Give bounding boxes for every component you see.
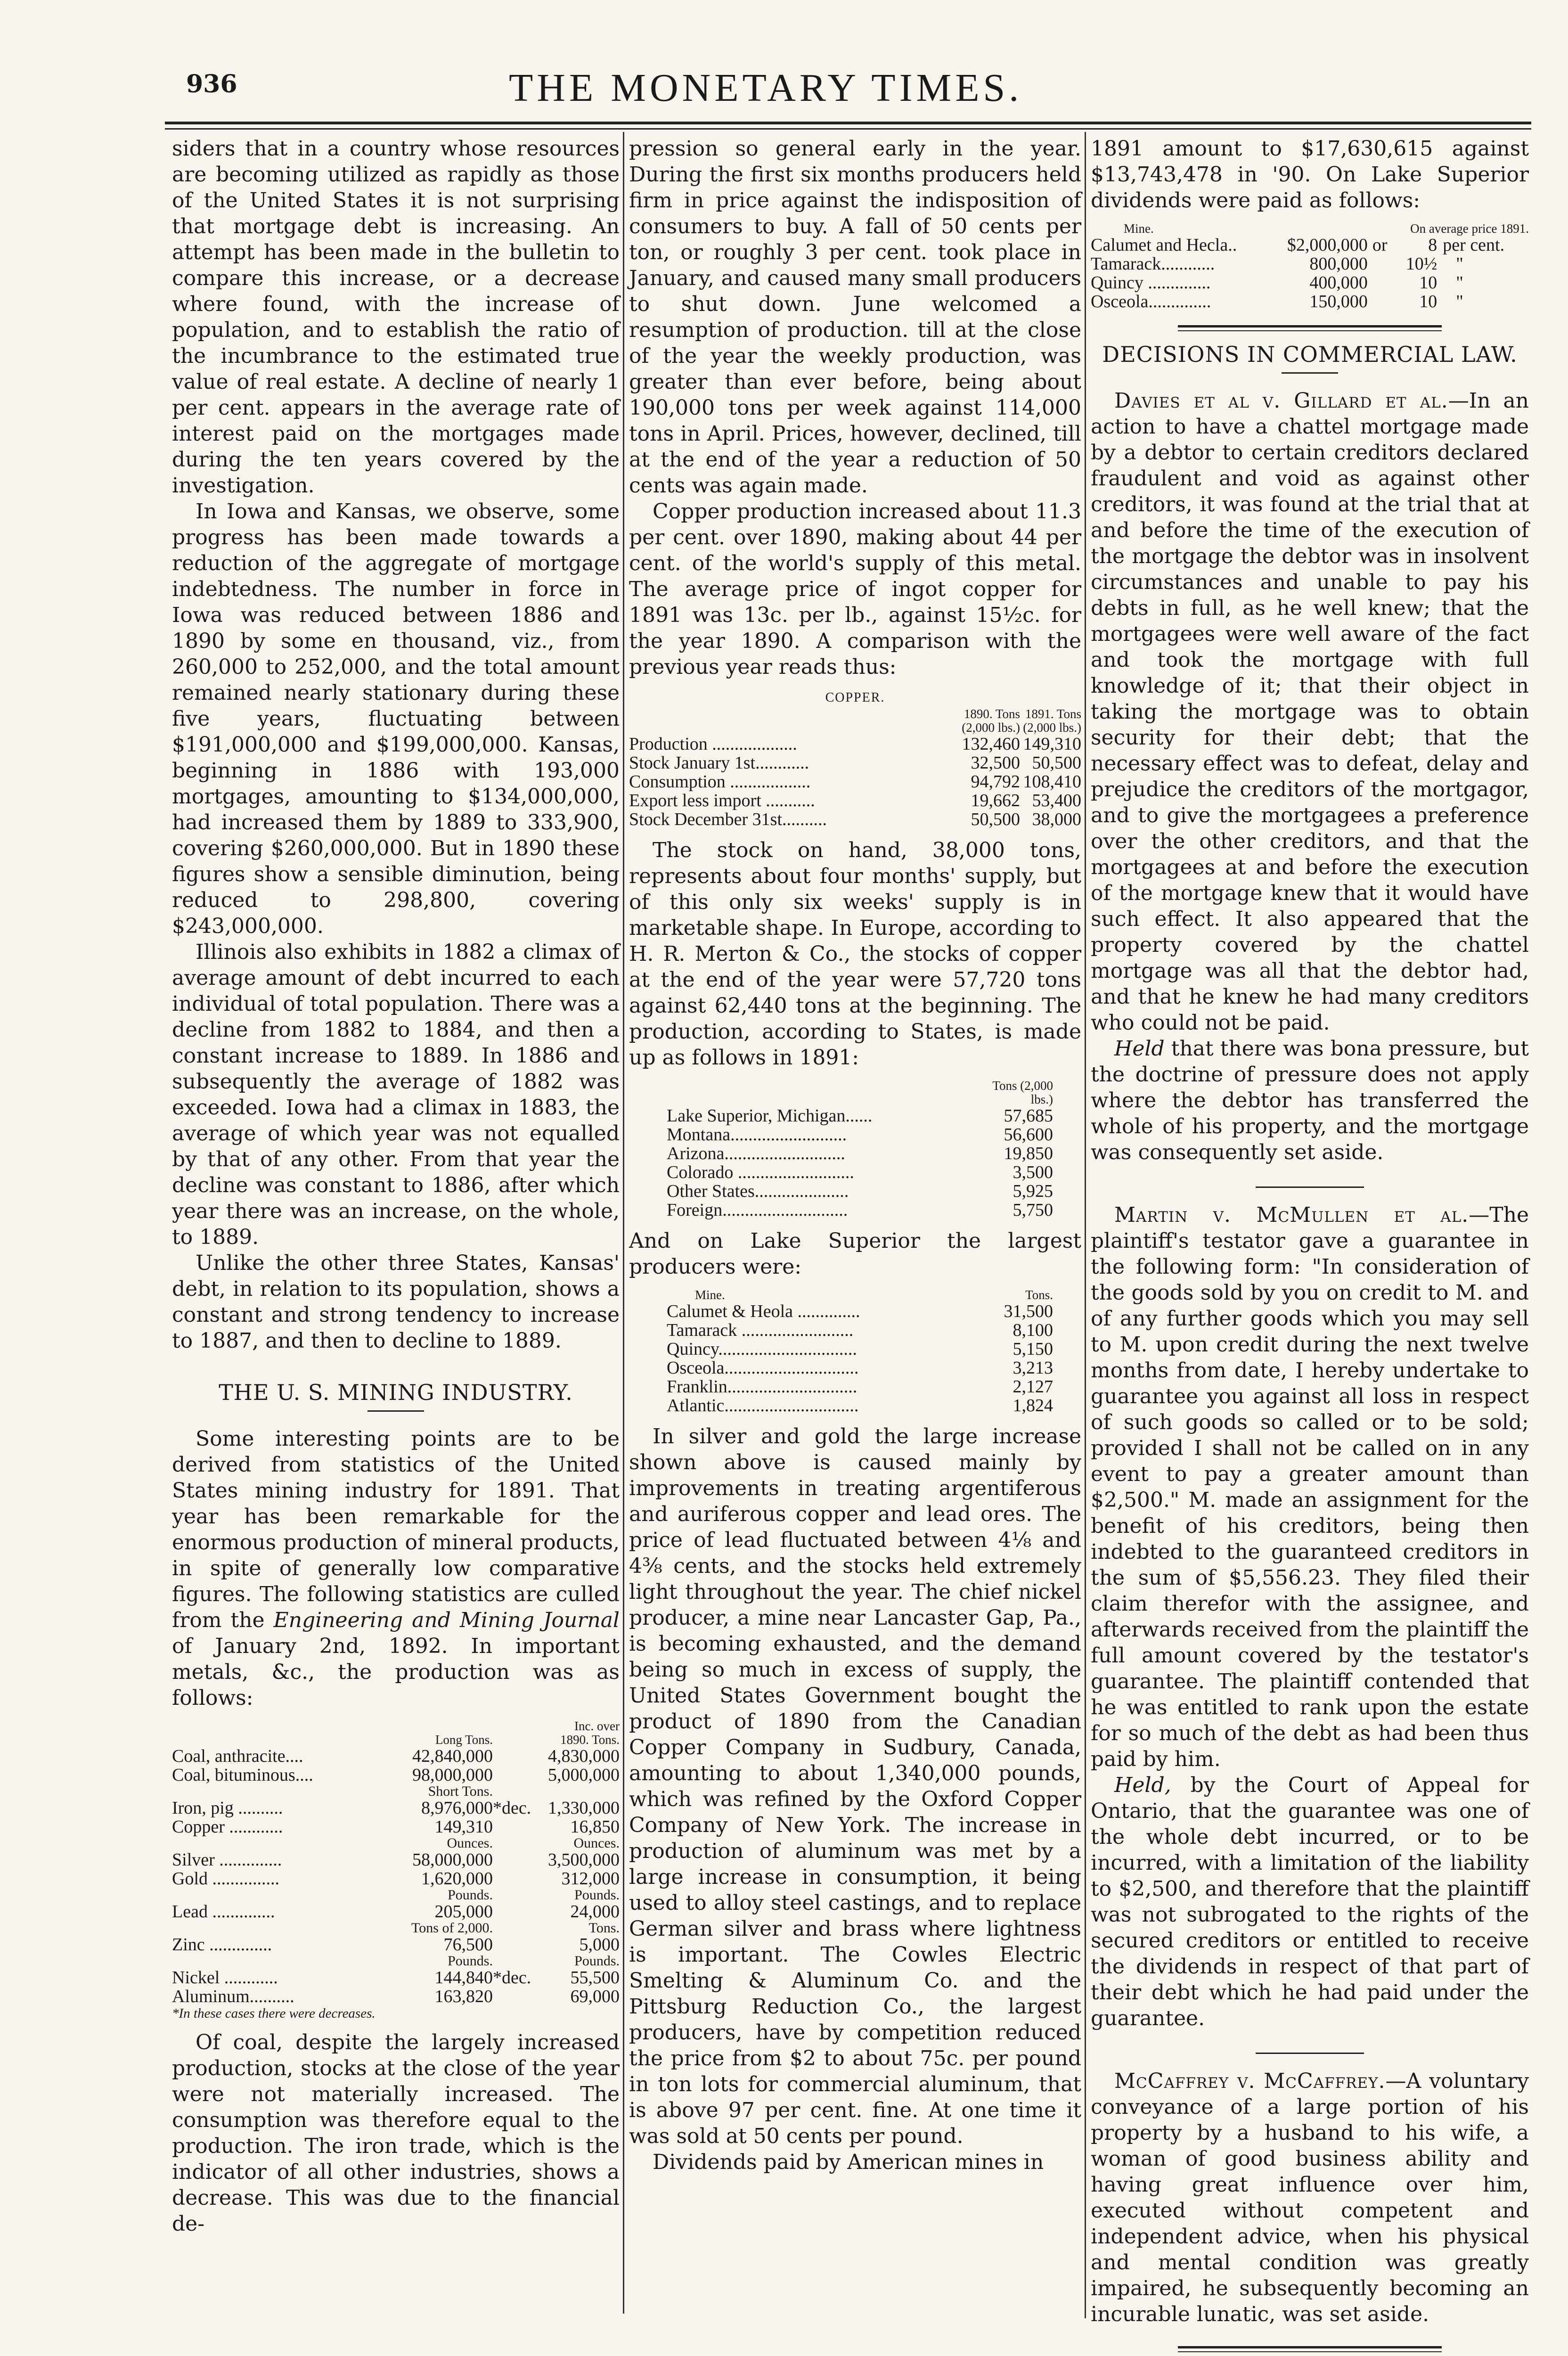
table-row bbox=[629, 791, 1081, 810]
cell-mark bbox=[493, 1935, 548, 1954]
cell-mark: or bbox=[1372, 235, 1388, 255]
text-run: —In an action to have a chattel mortgage made by a debtor to certain creditors declared fraudulent and void as against other creditors, it was found at the trial that at and before the time of the execution of the mortgage the debtor was in insolvent circumstances and unable to pay his debts in full, as he well knew; that the mortgagees were well aware of the fact and took the mortgage with full knowledge of it; that their object in taking the mortgage was to obtain security for their debt; that the necessary effect was to defeat, delay and prejudice the creditors of the mortgagor, and to give the mortgagees a preference over the other creditors, and that the mortgagees at and before the execution of the mortgage knew that it would have such effect. It also appeared that the property covered by the chattel mortgage was all that the debtor had, and that he knew he had many creditors who could not be paid. bbox=[1091, 389, 1529, 1035]
cell-value: 55,500 bbox=[570, 1968, 620, 1988]
paragraph bbox=[1091, 1772, 1529, 2031]
column-header: Long Tons. bbox=[435, 1733, 493, 1747]
table-row bbox=[667, 1182, 1053, 1201]
table-row bbox=[172, 1869, 620, 1888]
cell-value: 3,500,000 bbox=[548, 1850, 620, 1870]
row-label: Osceola.............................. bbox=[667, 1358, 859, 1378]
cell-value: 163,820 bbox=[434, 1987, 493, 2006]
unit-label: Pounds. bbox=[574, 1887, 620, 1903]
paragraph: Illinois also exhibits in 1882 a climax of average amount of debt incurred to each individual of total population. There was a decline from 1882 to 1884, and then a constant increase to 1889. In 1886 and subsequently the average of 1882 was exceeded. Iowa had a climax in 1883, the average of which year was not equalled by that of any other. From that year the decline was constant to 1886, after which year there was an increase, on the whole, to 1889. bbox=[172, 940, 620, 1249]
cell-value: 56,600 bbox=[1004, 1125, 1053, 1145]
cell-mark bbox=[1368, 273, 1395, 292]
cell-value: 8,976,000 bbox=[421, 1798, 493, 1818]
cell-value: 58,000,000 bbox=[412, 1850, 493, 1870]
column-header: Tons (2,000 lbs.) bbox=[992, 1079, 1053, 1106]
case-title: Davies et al v. Gillard et al. bbox=[1114, 389, 1448, 413]
text-run: —A voluntary conveyance of a large portion of his property by a husband to his wife, a woman of good business ability and having great influence over him, executed without competent and independent advice, when his physical and mental condition was greatly impaired, he subsequently becoming an incurable lunatic, was set aside. bbox=[1091, 2069, 1529, 2326]
row-label: Quincy .............. bbox=[1091, 273, 1211, 293]
text-run: by the Court of Appeal for Ontario, that the guarantee was one of the whole debt incurred, or to be incurred, with a limitation of the liability to $2,500, and therefore that the plaintiff was not subrogated to the rights of the secured creditors or entitled to receive the dividends in respect of that part of their debt which he had paid under the guarantee. bbox=[1091, 1773, 1529, 2030]
table-row bbox=[667, 1144, 1053, 1163]
table-row bbox=[172, 1747, 620, 1766]
cell-value: 98,000,000 bbox=[412, 1765, 493, 1785]
paragraph bbox=[1091, 388, 1529, 1036]
paragraph: Dividends paid by American mines in bbox=[653, 2150, 1044, 2174]
row-label: Consumption .................. bbox=[629, 772, 811, 792]
cell-value: 42,840,000 bbox=[412, 1746, 493, 1766]
table-row bbox=[667, 1163, 1053, 1182]
cell-value: 1,620,000 bbox=[421, 1869, 493, 1889]
row-label: Montana.......................... bbox=[667, 1125, 847, 1145]
table-row bbox=[667, 1125, 1053, 1144]
table-row bbox=[172, 1968, 620, 1987]
paragraph: Copper production increased about 11.3 per cent. over 1890, making about 44 per cent. of the world's supply of this metal. The average price of ingot copper for 1891 was 13c. per lb., against 15½c. for the year 1890. A comparison with the previous year reads thus: bbox=[629, 499, 1081, 679]
text-run: —The plaintiff's testator gave a guarantee in the following form: "In consideration of the goods sold by you on credit to M. and of any further goods which you may sell to M. upon credit during the next twelve months from date, I hereby undertake to guarantee you against all loss in respect of such goods so called or to be sold; provided I shall not be called on in any event to pay a greater amount than $2,500." M. made an assignment for the benefit of his creditors, being then indebted to the guaranteed creditors in the sum of $5,556.23. They filed their claim therefor with the assignee, and afterwards received from the plaintiff the full amount covered by the testator's guarantee. The plaintiff contended that he was entitled to rank upon the estate for so much of the debt as had been thus paid by him. bbox=[1091, 1203, 1529, 1771]
cell-value: 2,127 bbox=[1013, 1377, 1053, 1397]
row-label: Iron, pig .......... bbox=[172, 1798, 283, 1818]
cell-value: 312,000 bbox=[561, 1869, 620, 1889]
cell-value: 10 bbox=[1419, 292, 1437, 311]
cell-unit: " bbox=[1456, 273, 1463, 293]
table-row bbox=[1091, 273, 1529, 292]
row-label: Aluminum.......... bbox=[172, 1987, 294, 2006]
paragraph bbox=[1091, 1202, 1529, 1772]
row-label: Copper ............ bbox=[172, 1817, 283, 1837]
unit-label: Ounces. bbox=[447, 1835, 493, 1851]
cell-value: 108,410 bbox=[1023, 772, 1081, 792]
column-1 bbox=[172, 136, 620, 2237]
cell-value: 31,500 bbox=[1004, 1301, 1053, 1321]
row-label: Stock December 31st.......... bbox=[629, 810, 827, 829]
table-row bbox=[629, 753, 1081, 772]
unit-label: Short Tons. bbox=[428, 1783, 493, 1799]
cell-value: 57,685 bbox=[1004, 1106, 1053, 1126]
row-label: Silver .............. bbox=[172, 1850, 282, 1870]
cell-mark bbox=[493, 1850, 548, 1869]
paragraph: And on Lake Superior the largest producers were: bbox=[629, 1229, 1081, 1279]
row-label: Arizona........................... bbox=[667, 1144, 845, 1163]
row-label: Osceola.............. bbox=[1091, 292, 1211, 311]
cell-value: 76,500 bbox=[443, 1935, 493, 1955]
text-run: Some interesting points are to be derived from statistics of the United States mining industry for 1891. That year has been remarkable for the enormous production of mineral products, in spite of generally low comparative figures. The following statistics are culled from the bbox=[172, 1427, 620, 1632]
dividends-table bbox=[1091, 222, 1529, 311]
unit-label: Pounds. bbox=[448, 1887, 493, 1903]
cell-value: 5,000 bbox=[579, 1935, 620, 1955]
case-title: Martin v. McMullen et al. bbox=[1114, 1203, 1469, 1227]
paragraph bbox=[172, 1426, 620, 1711]
cell-value: 5,925 bbox=[1013, 1181, 1053, 1201]
cell-value: 400,000 bbox=[1309, 273, 1368, 293]
unit-label: Pounds. bbox=[574, 1953, 620, 1969]
held-word: Held, bbox=[1114, 1773, 1171, 1797]
row-label: Foreign............................ bbox=[667, 1200, 848, 1220]
row-label: Production ................... bbox=[629, 734, 797, 754]
case-rule bbox=[1256, 1186, 1364, 1188]
section-heading: THE U. S. MINING INDUSTRY. bbox=[219, 1380, 573, 1405]
paragraph: Of coal, despite the largely increased production, stocks at the close of the year were not materially increased. The consumption was therefore equal to the production. The iron trade, which is the indicator of all other industries, shows a decrease. This was due to the financial de- bbox=[172, 2030, 620, 2236]
cell-value: 5,750 bbox=[1013, 1200, 1053, 1220]
paragraph bbox=[1091, 1036, 1529, 1165]
cell-value: 69,000 bbox=[570, 1987, 620, 2006]
row-label: Tamarack............ bbox=[1091, 254, 1215, 274]
column-header: Inc. over 1890. Tons. bbox=[560, 1719, 620, 1747]
unit-label: Ounces. bbox=[573, 1835, 620, 1851]
cell-mark bbox=[493, 1817, 548, 1836]
paragraph: siders that in a country whose resources are becoming utilized as rapidly as those of the United States it is not surprising that mortgage debt is increasing. An attempt has been made in the bulletin to compare this increase, or a decrease where found, with the increase of population, and to establish the ratio of the incumbrance to the estimated true value of real estate. A decline of nearly 1 per cent. appears in the average rate of interest paid on the mortgages made during the ten years covered by the investigation. bbox=[172, 137, 620, 498]
cell-value: 149,310 bbox=[434, 1817, 493, 1837]
cell-value: 94,792 bbox=[971, 772, 1020, 792]
text-run: of January 2nd, 1892. In important metals, &c., the production was as follows: bbox=[172, 1634, 620, 1710]
table-row bbox=[629, 772, 1081, 791]
cell-mark: *dec. bbox=[492, 1968, 531, 1988]
cell-value: 3,213 bbox=[1013, 1358, 1053, 1378]
heading-rule bbox=[368, 1410, 424, 1412]
table-row bbox=[667, 1321, 1053, 1340]
table-row bbox=[172, 1935, 620, 1954]
cell-value: 5,000,000 bbox=[548, 1765, 620, 1785]
section-heading: DECISIONS IN COMMERCIAL LAW. bbox=[1102, 342, 1518, 367]
cell-mark bbox=[493, 1747, 548, 1766]
section-rule bbox=[1178, 325, 1442, 327]
cell-value: 38,000 bbox=[1032, 810, 1081, 829]
cell-value: 10½ bbox=[1405, 254, 1437, 274]
paragraph: In Iowa and Kansas, we observe, some progress has been made towards a reduction of the aggregate of mortgage indebtedness. The number in force in Iowa was reduced between 1886 and 1890 by some en thousand, viz., from 260,000 to 252,000, and the total amount remained nearly stationary during these five years, fluctuating between $191,000,000 and $199,000,000. Kansas, beginning in 1886 with 193,000 mortgages, amounting to $134,000,000, had increased them by 1889 to 333,900, covering $260,000,000. But in 1890 these figures show a sensible diminution, being reduced to 298,800, covering $243,000,000. bbox=[172, 499, 620, 938]
cell-value: 53,400 bbox=[1032, 791, 1081, 810]
cell-unit: per cent. bbox=[1443, 235, 1505, 255]
table-row bbox=[629, 810, 1081, 829]
cell-value: 1,824 bbox=[1013, 1396, 1053, 1415]
column-header: 1890. Tons (2,000 lbs.) bbox=[962, 707, 1020, 735]
row-label: Stock January 1st............ bbox=[629, 753, 809, 773]
table-row bbox=[1091, 254, 1529, 273]
row-label: Tamarack ......................... bbox=[667, 1320, 854, 1340]
row-label: Lake Superior, Michigan...... bbox=[667, 1106, 873, 1126]
row-label: Gold ............... bbox=[172, 1869, 279, 1889]
table-row bbox=[172, 1987, 620, 2006]
cell-unit: " bbox=[1456, 254, 1463, 274]
cell-value: 1,330,000 bbox=[548, 1798, 620, 1818]
cell-mark: *dec. bbox=[492, 1798, 531, 1818]
section-rule bbox=[1178, 2346, 1442, 2348]
masthead-title: THE MONETARY TIMES. bbox=[509, 66, 1023, 110]
cell-value: 5,150 bbox=[1013, 1339, 1053, 1359]
producers-table bbox=[629, 1288, 1081, 1415]
column-divider bbox=[1085, 132, 1086, 2318]
cell-value: $2,000,000 bbox=[1287, 235, 1368, 255]
case-title: McCaffrey v. McCaffrey. bbox=[1114, 2069, 1386, 2093]
table-row bbox=[172, 1766, 620, 1784]
row-label: Calumet and Hecla.. bbox=[1091, 235, 1237, 255]
row-label: Coal, anthracite.... bbox=[172, 1746, 303, 1766]
column-divider bbox=[623, 132, 624, 2314]
cell-value: 205,000 bbox=[434, 1902, 493, 1922]
row-label: Colorado .......................... bbox=[667, 1162, 854, 1182]
states-table bbox=[629, 1079, 1081, 1219]
cell-value: 8,100 bbox=[1013, 1320, 1053, 1340]
cell-mark bbox=[493, 1902, 548, 1921]
table-row bbox=[172, 1799, 620, 1817]
table-row bbox=[667, 1396, 1053, 1415]
row-label: Nickel ............ bbox=[172, 1968, 278, 1988]
cell-mark bbox=[493, 1869, 548, 1888]
row-label: Other States..................... bbox=[667, 1181, 849, 1201]
row-label: Lead .............. bbox=[172, 1902, 275, 1922]
cell-mark bbox=[493, 1766, 548, 1784]
cell-unit: " bbox=[1456, 292, 1463, 311]
row-label: Zinc .............. bbox=[172, 1935, 272, 1955]
table-row bbox=[1091, 292, 1529, 311]
table-caption: COPPER. bbox=[825, 690, 885, 705]
cell-value: 50,500 bbox=[1032, 753, 1081, 773]
cell-value: 149,310 bbox=[1023, 734, 1081, 754]
cell-value: 150,000 bbox=[1309, 292, 1368, 311]
paragraph bbox=[1091, 2068, 1529, 2327]
page-number: 936 bbox=[186, 70, 237, 98]
table-row bbox=[172, 1902, 620, 1921]
cell-value: 19,850 bbox=[1004, 1144, 1053, 1163]
cell-value: 32,500 bbox=[971, 753, 1020, 773]
held-word: Held bbox=[1114, 1037, 1165, 1061]
cell-mark bbox=[493, 1987, 548, 2006]
table-row bbox=[629, 735, 1081, 753]
table-row bbox=[667, 1358, 1053, 1377]
paragraph: The stock on hand, 38,000 tons, represents about four months' supply, but of this only six weeks' supply is in marketable shape. In Europe, according to H. R. Merton & Co., the stocks of copper at the end of the year were 57,720 tons against 62,440 tons at the beginning. The production, according to States, is made up as follows in 1891: bbox=[629, 838, 1081, 1070]
masthead-rule-thin bbox=[165, 128, 1531, 130]
row-label: Coal, bituminous.... bbox=[172, 1765, 313, 1785]
column-header: Mine. bbox=[1124, 221, 1154, 236]
cell-value: 24,000 bbox=[570, 1902, 620, 1922]
paragraph: Unlike the other three States, Kansas' debt, in relation to its population, shows a constant and strong tendency to increase to 1887, and then to decline to 1889. bbox=[172, 1251, 620, 1353]
cell-mark bbox=[1368, 254, 1395, 273]
row-label: Quincy............................... bbox=[667, 1339, 857, 1359]
unit-label: Tons of 2,000. bbox=[411, 1920, 493, 1936]
table-row bbox=[667, 1340, 1053, 1358]
text-run: that there was bona pressure, but the doctrine of pressure does not apply where the debtor has transferred the whole of his property, and the mortgage was consequently set aside. bbox=[1091, 1037, 1529, 1164]
cell-value: 50,500 bbox=[971, 810, 1020, 829]
masthead-rule bbox=[165, 122, 1531, 124]
table-row bbox=[172, 1817, 620, 1836]
table-row bbox=[1091, 236, 1529, 254]
row-label: Calumet & Heola .............. bbox=[667, 1301, 860, 1321]
column-3 bbox=[1091, 136, 1529, 2356]
cell-value: 10 bbox=[1419, 273, 1437, 293]
cell-value: 144,840 bbox=[434, 1968, 493, 1988]
cell-value: 16,850 bbox=[570, 1817, 620, 1837]
unit-label: Pounds. bbox=[448, 1953, 493, 1969]
row-label: Atlantic.............................. bbox=[667, 1396, 859, 1415]
column-header: Tons. bbox=[1025, 1288, 1053, 1302]
row-label: Export less import ........... bbox=[629, 791, 815, 810]
mining-production-table bbox=[172, 1719, 620, 2021]
case-rule bbox=[1256, 2053, 1364, 2054]
column-2 bbox=[629, 136, 1081, 2175]
cell-mark bbox=[1368, 292, 1395, 311]
cell-value: 3,500 bbox=[1013, 1162, 1053, 1182]
paragraph: In silver and gold the large increase shown above is caused mainly by improvements in treating argentiferous and auriferous copper and lead ores. The price of lead fluctuated between 4⅛ and 4⅜ cents, and the stocks held extremely light throughout the year. The chief nickel producer, a mine near Lancaster Gap, Pa., is becoming exhausted, and the demand being so much in excess of supply, the United States Government bought the product of 1890 from the Canadian Copper Company in Sudbury, Canada, amounting to about 1,340,000 pounds, which was refined by the Oxford Copper Company of New York. The increase in production of aluminum was met by a large increase in consumption, it being used to alloy steel castings, and to replace German silver and brass where lightness is important. The Cowles Electric Smelting & Aluminum Co. and the Pittsburg Reduction Co., the largest producers, have by competition reduced the price from $2 to about 75c. per pound in ton lots for commercial aluminum, that is above 97 per cent. fine. At one time it was sold at 50 cents per pound. bbox=[629, 1424, 1081, 2148]
paragraph: pression so general early in the year. During the first six months producers held firm in price against the indisposition of consumers to buy. A fall of 50 cents per ton, or roughly 3 per cent. took place in January, and caused many small producers to shut down. June welcomed a resumption of production. till at the close of the year the weekly production, was greater than ever before, being about 190,000 tons per week against 114,000 tons in April. Prices, however, declined, till at the end of the year a reduction of 50 cents was again made. bbox=[629, 137, 1081, 498]
table-row bbox=[667, 1201, 1053, 1219]
column-header: 1891. Tons (2,000 lbs.) bbox=[1023, 707, 1081, 735]
heading-rule bbox=[1282, 372, 1338, 374]
table-row bbox=[172, 1850, 620, 1869]
table-row bbox=[667, 1302, 1053, 1321]
cell-value: 8 bbox=[1428, 235, 1437, 255]
column-header: Mine. bbox=[695, 1288, 725, 1302]
journal-title: Engineering and Mining Journal bbox=[273, 1608, 620, 1632]
cell-value: 800,000 bbox=[1309, 254, 1368, 274]
unit-label: Tons. bbox=[588, 1920, 620, 1936]
table-row bbox=[667, 1106, 1053, 1125]
cell-value: 19,662 bbox=[971, 791, 1020, 810]
table-footnote: *In these cases there were decreases. bbox=[172, 2006, 376, 2021]
cell-value: 4,830,000 bbox=[548, 1746, 620, 1766]
paragraph: 1891 amount to $17,630,615 against $13,743,478 in '90. On Lake Superior dividends were paid as follows: bbox=[1091, 137, 1529, 213]
table-row bbox=[667, 1377, 1053, 1396]
column-header: On average price 1891. bbox=[1410, 221, 1529, 236]
row-label: Franklin............................. bbox=[667, 1377, 858, 1397]
copper-table bbox=[629, 688, 1081, 829]
cell-value: 132,460 bbox=[962, 734, 1020, 754]
